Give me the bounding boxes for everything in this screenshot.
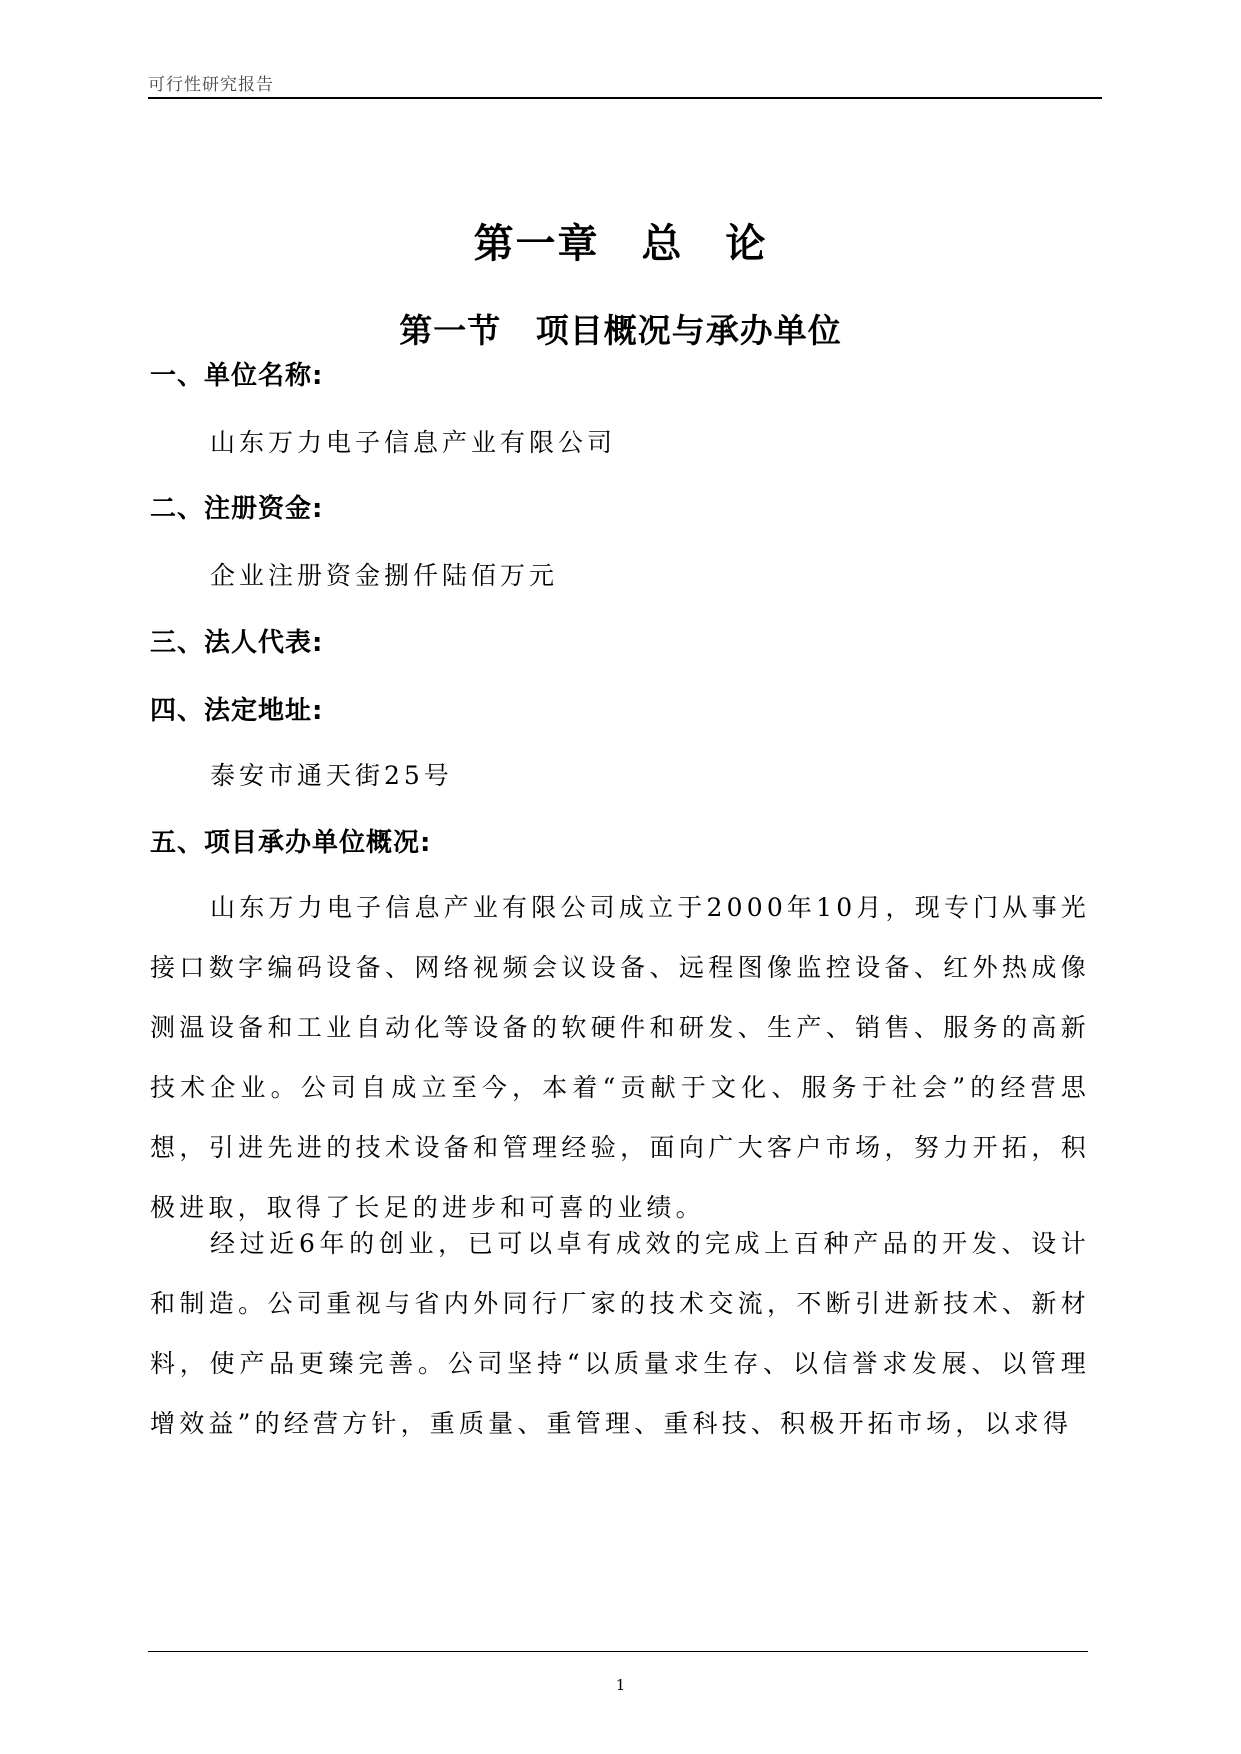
- running-header: 可行性研究报告: [148, 75, 274, 95]
- heading-registered-capital: 二、注册资金:: [150, 494, 324, 524]
- overview-paragraph-1: 山东万力电子信息产业有限公司成立于2000年10月，现专门从事光接口数字编码设备、网络视频会议设备、远程图像监控设备、红外热成像测温设备和工业自动化等设备的软硬件和研发、生产、销售、服务的高新技术企业。公司自成立至今，本着“贡献于文化、服务于社会”的经营思想，引进先进的技术设备和管理经验，面向广大客户市场，努力开拓，积极进取，取得了长足的进步和可喜的业绩。: [150, 893, 1090, 1222]
- heading-legal-address: 四、法定地址:: [150, 696, 324, 726]
- page-number: 1: [615, 1676, 626, 1694]
- heading-company-name: 一、单位名称:: [150, 361, 324, 391]
- value-legal-address: 泰安市通天街25号: [210, 761, 453, 790]
- value-company-name: 山东万力电子信息产业有限公司: [210, 428, 617, 457]
- heading-legal-representative: 三、法人代表:: [150, 628, 324, 658]
- section-title: 第一节 项目概况与承办单位: [399, 311, 842, 350]
- overview-paragraph-2: 经过近6年的创业，已可以卓有成效的完成上百种产品的开发、设计和制造。公司重视与省内外同行厂家的技术交流，不断引进新技术、新材料，使产品更臻完善。公司坚持“以质量求生存、以信誉求发展、以管理增效益”的经营方针，重质量、重管理、重科技、积极开拓市场，以求得: [150, 1229, 1090, 1438]
- footer-rule: [148, 1651, 1088, 1652]
- heading-company-overview: 五、项目承办单位概况:: [150, 828, 432, 858]
- chapter-title: 第一章 总 论: [473, 221, 768, 267]
- value-registered-capital: 企业注册资金捌仟陆佰万元: [210, 561, 559, 590]
- header-rule: [148, 97, 1102, 99]
